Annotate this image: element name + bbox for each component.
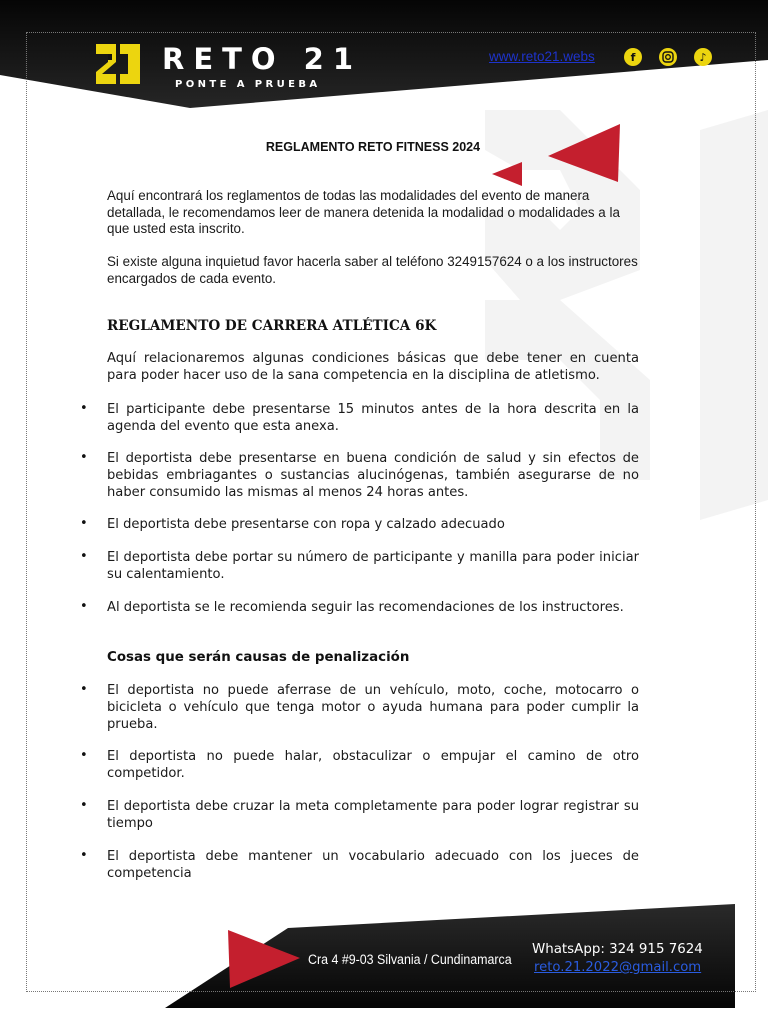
footer-email-link[interactable]: reto.21.2022@gmail.com bbox=[534, 960, 702, 975]
bullet-icon: • bbox=[80, 848, 88, 863]
facebook-icon[interactable]: f bbox=[624, 48, 642, 66]
section-title: REGLAMENTO DE CARRERA ATLÉTICA 6K bbox=[107, 318, 437, 334]
rule-text: El deportista debe presentarse con ropa y calzado adecuado bbox=[107, 517, 505, 532]
penalties-title: Cosas que serán causas de penalización bbox=[107, 650, 410, 665]
penalty-text: El deportista debe mantener un vocabulario adecuado con los jueces de competencia bbox=[107, 849, 639, 881]
website-link[interactable]: www.reto21.webs bbox=[489, 49, 595, 64]
footer-address: Cra 4 #9-03 Silvania / Cundinamarca bbox=[308, 952, 512, 967]
document-title: REGLAMENTO RETO FITNESS 2024 bbox=[265, 140, 481, 154]
bullet-icon: • bbox=[80, 450, 88, 465]
bullet-icon: • bbox=[80, 748, 88, 763]
bullet-icon: • bbox=[80, 549, 88, 564]
rule-text: El deportista debe portar su número de participante y manilla para poder iniciar su calentamiento. bbox=[107, 550, 639, 582]
decor-red-triangles bbox=[490, 120, 630, 190]
reto21-logo-icon bbox=[94, 40, 142, 88]
intro-paragraph: Aquí encontrará los reglamentos de todas las modalidades del evento de manera detallada, le recomendamos leer de manera detenida la modalidad o modalidades a la que usted esta inscrito. bbox=[107, 188, 620, 236]
rule-text: El participante debe presentarse 15 minutos antes de la hora descrita en la agenda del evento que esta anexa. bbox=[107, 402, 639, 434]
rule-text: Al deportista se le recomienda seguir las recomendaciones de los instructores. bbox=[107, 600, 624, 615]
brand-subtitle: PONTE A PRUEBA bbox=[175, 79, 321, 90]
instagram-icon[interactable] bbox=[659, 48, 677, 66]
penalty-text: El deportista debe cruzar la meta completamente para poder lograr registrar su tiempo bbox=[107, 799, 639, 831]
rule-text: El deportista debe presentarse en buena condición de salud y sin efectos de bebidas embriagantes o sustancias alucinógenas, también asegurarse de no haber consumido las mismas al menos 24 horas antes. bbox=[107, 451, 639, 500]
bullet-icon: • bbox=[80, 516, 88, 531]
bullet-icon: • bbox=[80, 599, 88, 614]
bullet-icon: • bbox=[80, 401, 88, 416]
section-intro: Aquí relacionaremos algunas condiciones básicas que debe tener en cuenta para poder hacer uso de la sana competencia en la disciplina de atletismo. bbox=[107, 351, 639, 383]
penalty-text: El deportista no puede halar, obstaculizar o empujar el camino de otro competidor. bbox=[107, 749, 639, 781]
footer-whatsapp: WhatsApp: 324 915 7624 bbox=[532, 942, 703, 957]
penalty-text: El deportista no puede aferrase de un vehículo, moto, coche, motocarro o bicicleta o vehículo que tenga motor o ayuda humana para poder cumplir la prueba. bbox=[107, 683, 639, 732]
page-border bbox=[26, 32, 756, 992]
bullet-icon: • bbox=[80, 682, 88, 697]
intro-paragraph: Si existe alguna inquietud favor hacerla saber al teléfono 3249157624 o a los instructores encargados de cada evento. bbox=[107, 254, 638, 286]
bullet-icon: • bbox=[80, 798, 88, 813]
tiktok-icon[interactable]: ♪ bbox=[694, 48, 712, 66]
brand-title: RETO 21 bbox=[162, 42, 363, 76]
